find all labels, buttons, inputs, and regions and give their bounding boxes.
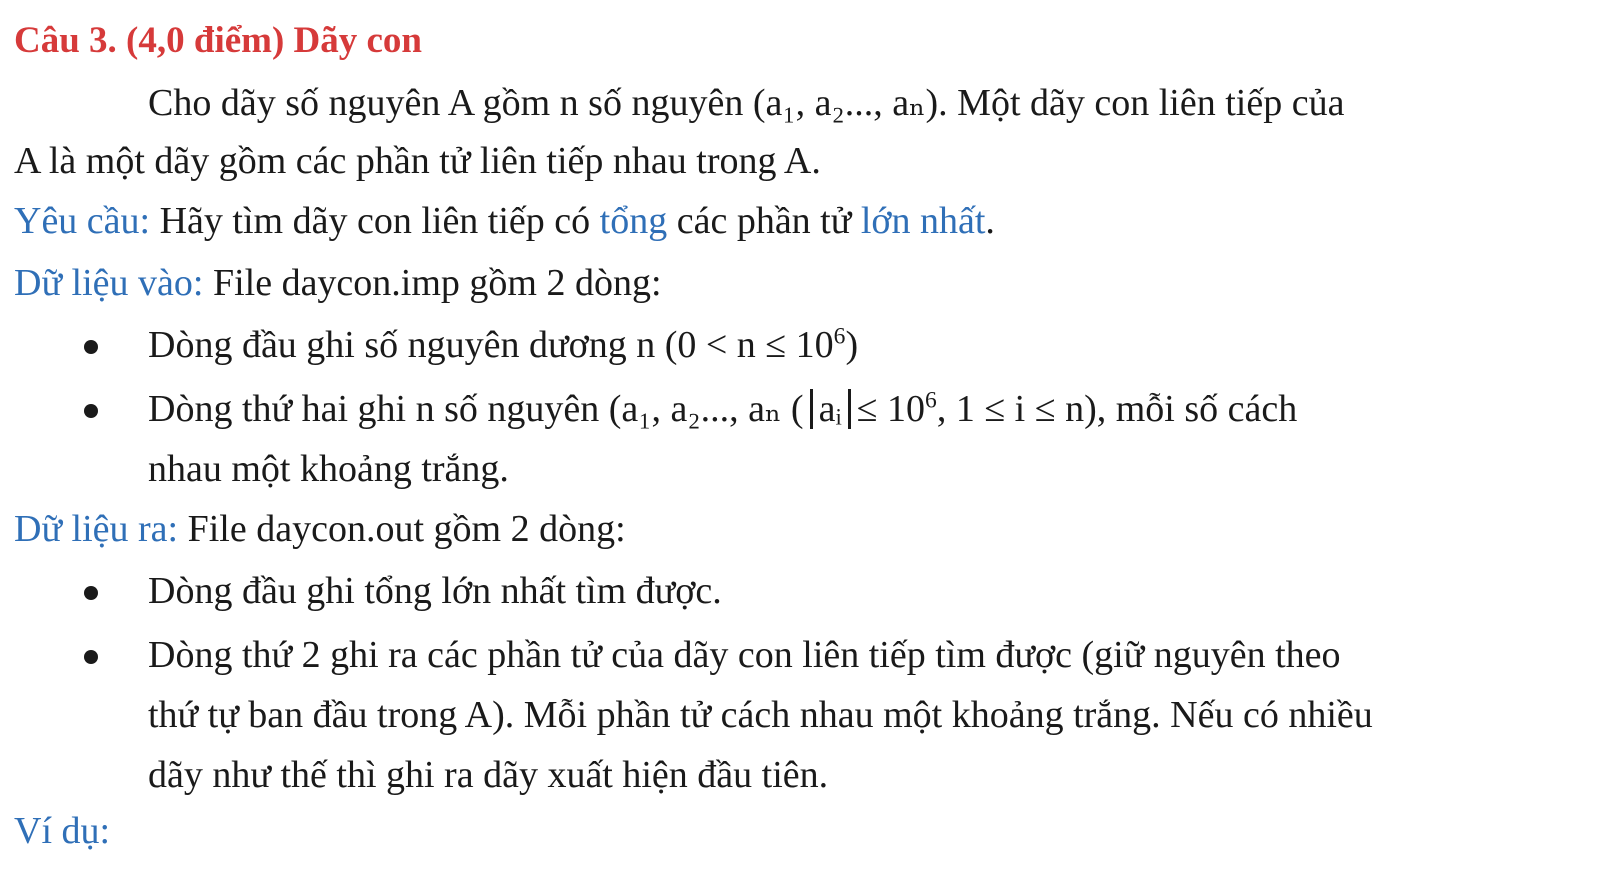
output-label: Dữ liệu ra: (14, 508, 179, 550)
input-bullet-2-exp: 6 (925, 387, 937, 414)
input-bullet-2-mid: ≤ 10 (856, 388, 926, 430)
output-text: File daycon.out gồm 2 dòng: (178, 508, 626, 550)
output-bullet-2-line-1: Dòng thứ 2 ghi ra các phần tử của dãy con liên tiếp tìm được (giữ nguyên theo (148, 634, 1341, 676)
bullet-dot (84, 586, 98, 600)
output-bullet-2-line-2: thứ tự ban đầu trong A). Mỗi phần tử cách nhau một khoảng trắng. Nếu có nhiều (148, 694, 1373, 736)
bullet-dot (84, 404, 98, 418)
bullet-dot (84, 650, 98, 664)
input-bullet-2-suffix: , 1 ≤ i ≤ n), mỗi số cách (936, 388, 1298, 430)
output-bullet-1: Dòng đầu ghi tổng lớn nhất tìm được. (148, 570, 722, 612)
abs-bar-right (848, 389, 851, 429)
output-line (14, 506, 626, 552)
requirement-line (14, 198, 995, 244)
input-bullet-1-exp: 6 (833, 323, 846, 350)
keyword-tong: tổng (599, 200, 668, 242)
section-heading: Câu 3. (4,0 điểm) Dãy con (14, 20, 423, 61)
input-bullet-2 (148, 386, 1297, 432)
requirement-text-b: các phần tử (667, 200, 861, 242)
input-bullet-1-suffix: ) (845, 324, 859, 366)
abs-bar-left (810, 389, 813, 429)
intro-line-1: Cho dãy số nguyên A gồm n số nguyên (a₁, a₂..., aₙ). Một dãy con liên tiếp của (148, 82, 1345, 124)
example-label: Ví dụ: (14, 810, 111, 852)
input-text: File daycon.imp gồm 2 dòng: (203, 262, 662, 304)
input-bullet-1-prefix: Dòng đầu ghi số nguyên dương n (0 < n ≤ 10 (148, 324, 834, 366)
input-bullet-1 (148, 322, 858, 368)
input-line (14, 260, 662, 306)
requirement-text-c: . (985, 200, 995, 242)
input-bullet-2-abs-content: aᵢ (818, 388, 842, 430)
bullet-dot (84, 340, 98, 354)
input-bullet-2-line-2: nhau một khoảng trắng. (148, 448, 509, 490)
input-bullet-2-prefix: Dòng thứ hai ghi n số nguyên (a₁, a₂..., aₙ ( (148, 388, 804, 430)
keyword-lon-nhat: lớn nhất (860, 200, 986, 242)
requirement-label: Yêu cầu: (14, 200, 151, 242)
intro-line-2: A là một dãy gồm các phần tử liên tiếp nhau trong A. (14, 140, 821, 182)
output-bullet-2-line-3: dãy như thế thì ghi ra dãy xuất hiện đầu tiên. (148, 754, 829, 796)
requirement-text-a: Hãy tìm dãy con liên tiếp có (150, 200, 600, 242)
input-label: Dữ liệu vào: (14, 262, 204, 304)
